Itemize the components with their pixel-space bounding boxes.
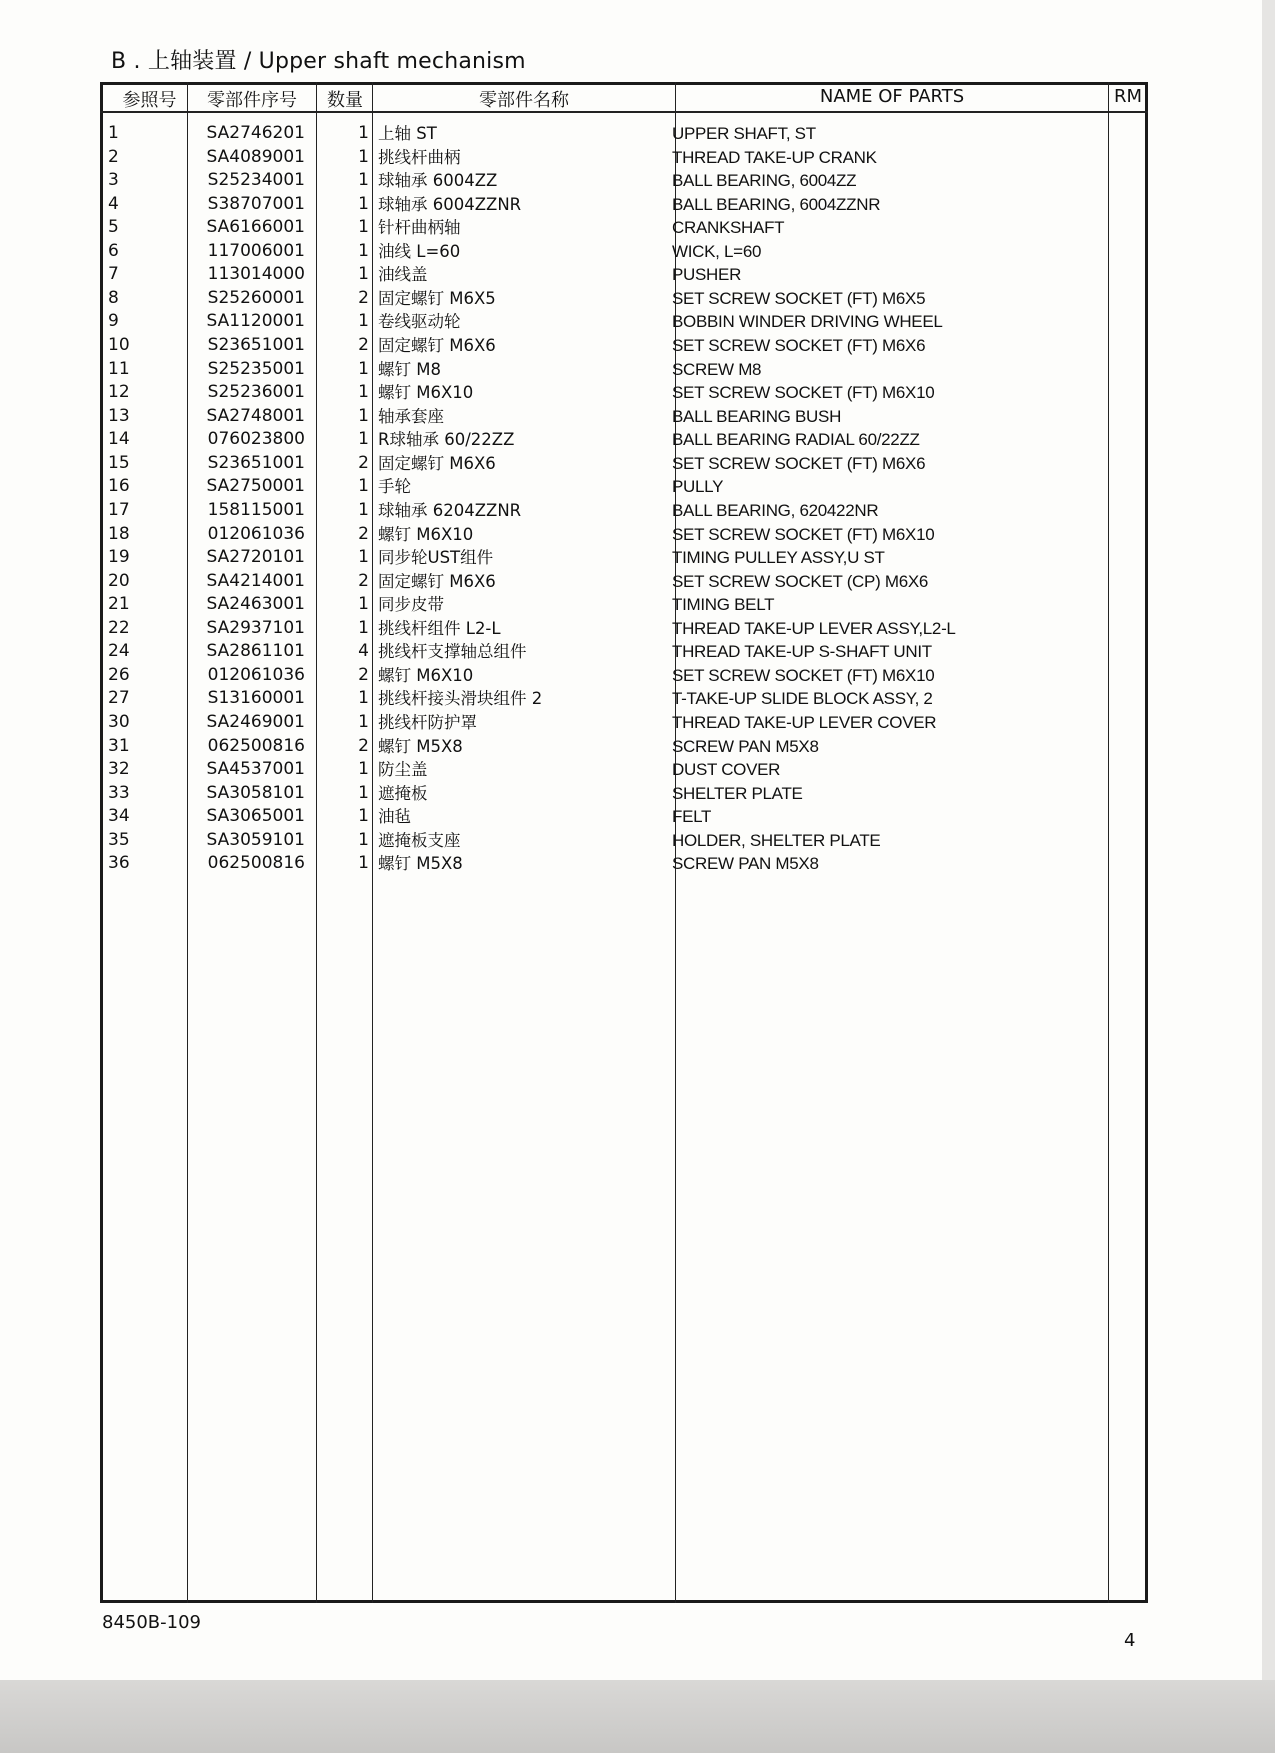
table-row	[100, 805, 1148, 828]
quantity-cell: 1	[358, 123, 369, 143]
quantity-cell: 1	[358, 547, 369, 568]
name-en-cell: UPPER SHAFT, ST	[672, 124, 816, 143]
table-row	[100, 169, 1148, 192]
name-cn-cell: 螺钉 M6X10	[378, 665, 474, 685]
table-row	[100, 852, 1148, 875]
part-number-cell: 062500816	[207, 735, 305, 756]
name-en-cell: SET SCREW SOCKET (FT) M6X10	[672, 383, 935, 403]
table-row	[100, 216, 1148, 239]
name-cn-cell: 螺钉 M5X8	[378, 736, 463, 756]
name-en-cell: TIMING PULLEY ASSY,U ST	[672, 548, 885, 568]
name-cn-cell: R球轴承 60/22ZZ	[378, 430, 515, 450]
name-cn-cell: 挑线杆支撑轴总组件	[378, 642, 527, 662]
header-name-cn: 零部件名称	[479, 90, 569, 111]
footer-code: 8450B-109	[102, 1612, 202, 1633]
part-number-cell: S25260001	[207, 287, 305, 308]
quantity-cell: 2	[358, 452, 369, 473]
quantity-cell: 4	[358, 641, 369, 662]
quantity-cell: 1	[358, 146, 369, 167]
ref-cell: 2	[108, 146, 119, 167]
header-name-en: NAME OF PARTS	[819, 86, 965, 107]
ref-cell: 22	[108, 617, 130, 638]
header-qty: 数量	[327, 90, 363, 111]
name-en-cell: BALL BEARING RADIAL 60/22ZZ	[672, 430, 920, 450]
quantity-cell: 1	[358, 712, 369, 732]
ref-cell: 14	[108, 429, 130, 450]
name-cn-cell: 防尘盖	[378, 760, 428, 780]
name-en-cell: THREAD TAKE-UP S-SHAFT UNIT	[672, 642, 932, 662]
name-en-cell: THREAD TAKE-UP LEVER ASSY,L2-L	[672, 618, 956, 638]
quantity-cell: 1	[358, 499, 369, 520]
name-en-cell: SCREW PAN M5X8	[672, 736, 819, 756]
table-row	[100, 499, 1148, 522]
table-row	[100, 735, 1148, 758]
part-number-cell: S25236001	[207, 382, 305, 403]
name-cn-cell: 固定螺钉 M6X6	[378, 571, 496, 591]
table-row	[100, 240, 1148, 263]
table-row	[100, 475, 1148, 498]
name-en-cell: SET SCREW SOCKET (FT) M6X6	[672, 336, 926, 356]
quantity-cell: 1	[358, 358, 369, 379]
name-cn-cell: 固定螺钉 M6X6	[378, 336, 496, 356]
name-cn-cell: 螺钉 M8	[378, 359, 441, 379]
ref-cell: 8	[108, 287, 119, 308]
page-bottom-edge	[0, 1680, 1275, 1753]
part-number-cell: SA2750001	[206, 476, 305, 497]
name-cn-cell: 油毡	[378, 807, 411, 827]
name-en-cell: SET SCREW SOCKET (FT) M6X5	[672, 288, 926, 308]
header-ref: 参照号	[122, 90, 177, 111]
name-en-cell: BALL BEARING BUSH	[672, 406, 842, 426]
part-number-cell: 062500816	[207, 853, 305, 874]
name-en-cell: SET SCREW SOCKET (CP) M6X6	[672, 571, 929, 591]
ref-cell: 20	[108, 570, 130, 591]
ref-cell: 27	[108, 688, 130, 709]
page-number: 4	[1124, 1630, 1136, 1651]
quantity-cell: 1	[358, 405, 369, 426]
part-number-cell: S25235001	[207, 358, 305, 379]
name-en-cell: SET SCREW SOCKET (FT) M6X10	[672, 524, 935, 544]
quantity-cell: 1	[358, 170, 369, 191]
name-en-cell: CRANKSHAFT	[672, 218, 785, 238]
name-en-cell: TIMING BELT	[672, 595, 775, 615]
ref-cell: 6	[108, 240, 119, 261]
quantity-cell: 2	[358, 523, 369, 544]
name-en-cell: T-TAKE-UP SLIDE BLOCK ASSY, 2	[672, 689, 933, 709]
table-row	[100, 263, 1148, 286]
quantity-cell: 1	[358, 382, 369, 403]
table-row	[100, 452, 1148, 475]
quantity-cell: 1	[358, 594, 369, 615]
ref-cell: 32	[108, 759, 130, 780]
quantity-cell: 2	[358, 335, 369, 356]
part-number-cell: S13160001	[207, 688, 305, 709]
part-number-cell: SA3058101	[206, 782, 305, 803]
quantity-cell: 2	[358, 287, 369, 308]
name-en-cell: FELT	[672, 807, 712, 827]
ref-cell: 34	[108, 806, 130, 827]
part-number-cell: SA6166001	[206, 217, 305, 238]
quantity-cell: 1	[358, 264, 369, 285]
part-number-cell: 012061036	[207, 664, 305, 685]
table-row	[100, 711, 1148, 734]
quantity-cell: 1	[358, 311, 369, 332]
name-cn-cell: 螺钉 M5X8	[378, 854, 463, 874]
part-number-cell: SA3059101	[206, 829, 305, 850]
part-number-cell: SA4089001	[206, 146, 305, 167]
part-number-cell: SA2861101	[206, 641, 305, 662]
ref-cell: 24	[108, 641, 130, 662]
name-cn-cell: 挑线杆接头滑块组件 2	[378, 689, 543, 709]
table-row	[100, 146, 1148, 169]
table-row	[100, 381, 1148, 404]
quantity-cell: 1	[358, 688, 369, 709]
name-en-cell: SCREW M8	[672, 359, 762, 379]
table-row	[100, 640, 1148, 663]
ref-cell: 19	[108, 547, 130, 568]
part-number-cell: SA2463001	[206, 594, 305, 615]
table-row	[100, 523, 1148, 546]
ref-cell: 7	[108, 264, 119, 285]
name-en-cell: SHELTER PLATE	[672, 783, 803, 803]
quantity-cell: 1	[358, 853, 369, 874]
name-cn-cell: 卷线驱动轮	[378, 312, 461, 332]
quantity-cell: 1	[358, 759, 369, 780]
part-number-cell: 117006001	[207, 240, 305, 261]
ref-cell: 16	[108, 476, 130, 497]
name-en-cell: BALL BEARING, 620422NR	[672, 500, 879, 520]
name-cn-cell: 同步轮UST组件	[378, 548, 494, 568]
name-cn-cell: 挑线杆组件 L2-L	[378, 618, 501, 638]
table-row	[100, 687, 1148, 710]
part-number-cell: 158115001	[207, 499, 305, 520]
name-en-cell: BALL BEARING, 6004ZZNR	[672, 194, 881, 214]
part-number-cell: SA3065001	[206, 806, 305, 827]
table-row	[100, 593, 1148, 616]
table-row	[100, 287, 1148, 310]
quantity-cell: 2	[358, 735, 369, 756]
table-row	[100, 570, 1148, 593]
ref-cell: 36	[108, 853, 130, 874]
name-en-cell: SET SCREW SOCKET (FT) M6X6	[672, 453, 926, 473]
part-number-cell: SA1120001	[206, 311, 305, 332]
name-cn-cell: 挑线杆曲柄	[378, 147, 461, 167]
part-number-cell: SA2746201	[206, 123, 305, 143]
name-en-cell: PULLY	[672, 477, 724, 497]
table-row	[100, 334, 1148, 357]
table-row	[100, 758, 1148, 781]
name-en-cell: HOLDER, SHELTER PLATE	[672, 830, 881, 850]
part-number-cell: S25234001	[207, 170, 305, 191]
name-cn-cell: 挑线杆防护罩	[378, 713, 477, 732]
name-en-cell: WICK, L=60	[672, 241, 762, 261]
table-row	[100, 122, 1148, 145]
name-en-cell: SET SCREW SOCKET (FT) M6X10	[672, 665, 935, 685]
ref-cell: 21	[108, 594, 130, 615]
ref-cell: 3	[108, 170, 119, 191]
name-cn-cell: 球轴承 6004ZZNR	[378, 194, 522, 214]
part-number-cell: SA4214001	[206, 570, 305, 591]
table-row	[100, 358, 1148, 381]
table-row	[100, 617, 1148, 640]
name-cn-cell: 上轴 ST	[378, 124, 437, 143]
table-row	[100, 829, 1148, 852]
name-cn-cell: 油线盖	[378, 265, 428, 285]
quantity-cell: 1	[358, 476, 369, 497]
ref-cell: 10	[108, 335, 130, 356]
quantity-cell: 2	[358, 664, 369, 685]
part-number-cell: 076023800	[207, 429, 305, 450]
part-number-cell: S23651001	[207, 452, 305, 473]
ref-cell: 18	[108, 523, 130, 544]
ref-cell: 9	[108, 311, 119, 332]
quantity-cell: 1	[358, 617, 369, 638]
ref-cell: 33	[108, 782, 130, 803]
part-number-cell: 113014000	[207, 264, 305, 285]
name-cn-cell: 同步皮带	[378, 595, 444, 615]
ref-cell: 5	[108, 217, 119, 238]
table-row	[100, 405, 1148, 428]
ref-cell: 13	[108, 405, 130, 426]
name-en-cell: THREAD TAKE-UP LEVER COVER	[672, 713, 937, 732]
part-number-cell: SA2469001	[206, 712, 305, 732]
name-cn-cell: 遮掩板	[378, 783, 428, 803]
quantity-cell: 1	[358, 829, 369, 850]
quantity-cell: 1	[358, 217, 369, 238]
ref-cell: 26	[108, 664, 130, 685]
ref-cell: 11	[108, 358, 130, 379]
name-cn-cell: 固定螺钉 M6X5	[378, 288, 496, 308]
quantity-cell: 1	[358, 429, 369, 450]
part-number-cell: SA2748001	[206, 405, 305, 426]
part-number-cell: SA2720101	[206, 547, 305, 568]
ref-cell: 35	[108, 829, 130, 850]
table-row	[100, 193, 1148, 216]
name-cn-cell: 球轴承 6204ZZNR	[378, 500, 522, 520]
ref-cell: 30	[108, 712, 130, 732]
name-en-cell: BALL BEARING, 6004ZZ	[672, 171, 857, 191]
page-edge	[1262, 0, 1275, 1680]
table-row	[100, 310, 1148, 333]
ref-cell: 12	[108, 382, 130, 403]
quantity-cell: 1	[358, 806, 369, 827]
ref-cell: 17	[108, 499, 130, 520]
name-cn-cell: 针杆曲柄轴	[378, 218, 461, 238]
quantity-cell: 2	[358, 570, 369, 591]
ref-cell: 31	[108, 735, 130, 756]
part-number-cell: S23651001	[207, 335, 305, 356]
name-cn-cell: 螺钉 M6X10	[378, 383, 474, 403]
name-en-cell: THREAD TAKE-UP CRANK	[672, 147, 877, 167]
part-number-cell: SA4537001	[206, 759, 305, 780]
section-title: B . 上轴装置 / Upper shaft mechanism	[111, 49, 526, 74]
name-cn-cell: 手轮	[378, 477, 411, 497]
name-cn-cell: 遮掩板支座	[378, 830, 461, 850]
header-remark: RM	[1113, 86, 1143, 107]
name-en-cell: DUST COVER	[672, 760, 781, 780]
name-en-cell: BOBBIN WINDER DRIVING WHEEL	[672, 312, 943, 332]
header-part-no: 零部件序号	[207, 90, 297, 111]
table-row	[100, 782, 1148, 805]
name-cn-cell: 油线 L=60	[378, 241, 461, 261]
part-number-cell: 012061036	[207, 523, 305, 544]
name-cn-cell: 轴承套座	[378, 406, 444, 426]
quantity-cell: 1	[358, 240, 369, 261]
table-row	[100, 428, 1148, 451]
table-row	[100, 664, 1148, 687]
ref-cell: 15	[108, 452, 130, 473]
part-number-cell: S38707001	[207, 193, 305, 214]
quantity-cell: 1	[358, 193, 369, 214]
name-en-cell: SCREW PAN M5X8	[672, 854, 819, 874]
name-cn-cell: 固定螺钉 M6X6	[378, 453, 496, 473]
name-cn-cell: 球轴承 6004ZZ	[378, 171, 498, 191]
quantity-cell: 1	[358, 782, 369, 803]
table-row	[100, 546, 1148, 569]
name-en-cell: PUSHER	[672, 265, 742, 285]
ref-cell: 4	[108, 193, 119, 214]
part-number-cell: SA2937101	[206, 617, 305, 638]
ref-cell: 1	[108, 123, 119, 143]
name-cn-cell: 螺钉 M6X10	[378, 524, 474, 544]
